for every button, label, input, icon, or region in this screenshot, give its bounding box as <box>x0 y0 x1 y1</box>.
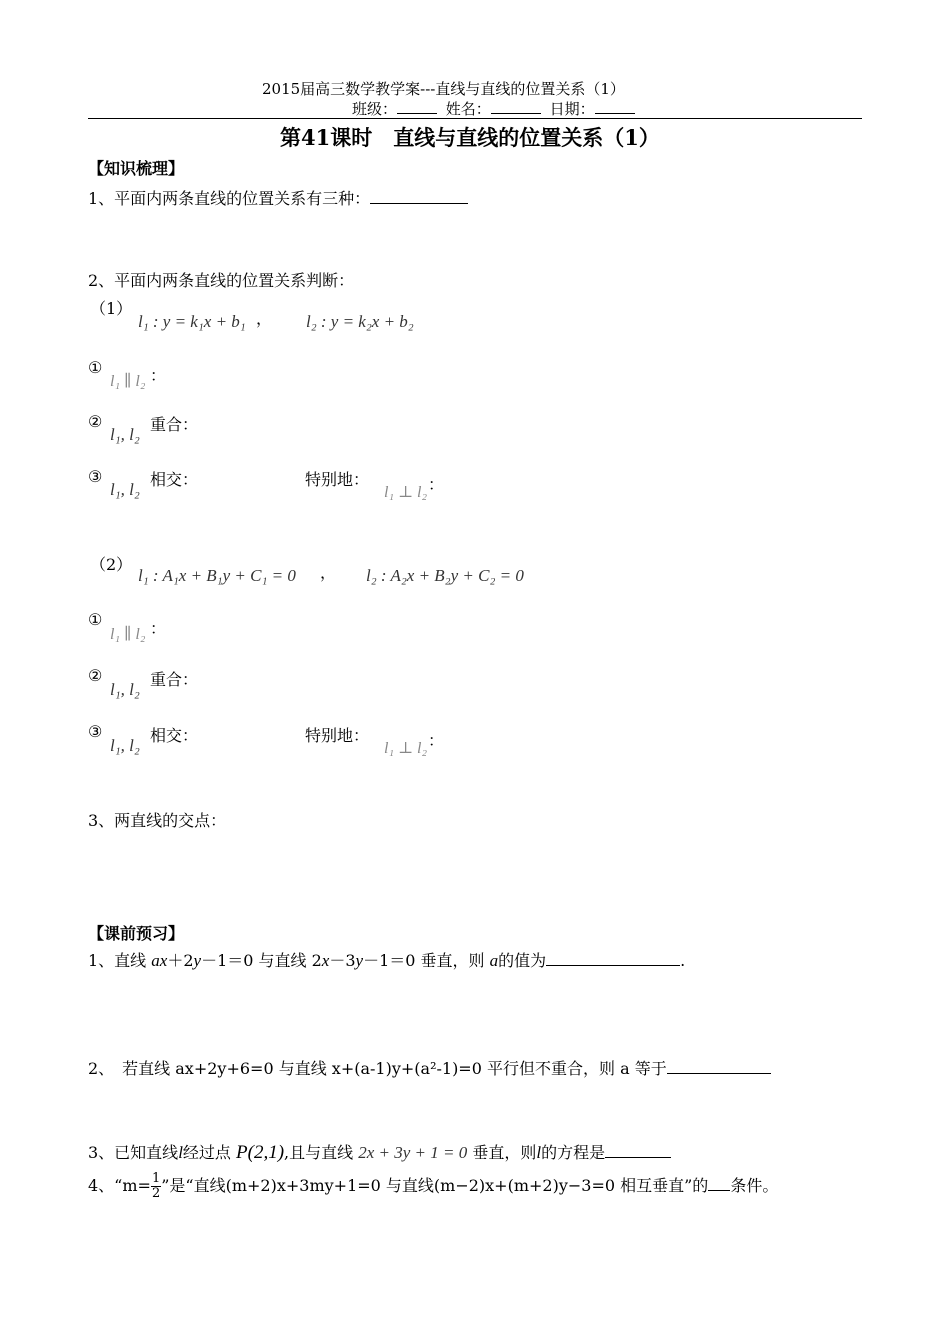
p1-text-c: －1＝0 与直线 2 <box>201 951 322 970</box>
name-label: 姓名： <box>445 100 491 118</box>
p3-text-a: 3、已知直线 <box>88 1143 179 1162</box>
p4-fraction-num: 1 <box>151 1171 161 1186</box>
p1-blank[interactable] <box>546 951 680 966</box>
part1-comma: ， <box>256 309 273 328</box>
p3-equation: 2x + 3y + 1 = 0 <box>358 1143 468 1162</box>
part2-pair-intersect: l₁, l₂ <box>110 736 140 755</box>
p1-y2: y <box>355 951 364 970</box>
p3-blank[interactable] <box>605 1143 671 1158</box>
knowledge-q1-text: 1、平面内两条直线的位置关系有三种： <box>88 189 371 208</box>
p1-text-e: －1＝0 垂直，则 <box>363 951 490 970</box>
page-title: 第41课时 直线与直线的位置关系（1） <box>280 125 660 150</box>
part1-intersect: 相交： <box>150 470 199 489</box>
p4-text-c: 条件。 <box>730 1176 779 1195</box>
part1-circle-2: ② <box>88 412 103 431</box>
knowledge-q3: 3、两直线的交点： <box>88 811 227 830</box>
p3-text-e: 的方程是 <box>541 1143 606 1162</box>
p2-text: 2、 若直线 ax+2y+6=0 与直线 x+(a-1)y+(a²-1)=0 平行但不重合，则 a 等于 <box>88 1059 667 1078</box>
part2-label: （2） <box>90 555 133 574</box>
p1-ax: ax <box>151 951 168 970</box>
part2-l1-equation: l₁ : A₁x + B₁y + C₁ = 0 <box>138 566 296 585</box>
part2-perp-colon: ： <box>428 731 445 750</box>
p4-text-a: 4、“m= <box>88 1176 151 1195</box>
header-line-2 <box>352 98 635 119</box>
class-blank[interactable] <box>397 99 437 114</box>
part1-special: 特别地： <box>305 470 370 489</box>
p1-a: a <box>489 951 499 970</box>
p4-text-b: ”是“直线(m+2)x+3my+1=0 与直线(m−2)x+(m+2)y−3=0 相互垂直”的 <box>161 1176 709 1195</box>
part1-parallel: l₁ ∥ l₂ <box>110 373 146 390</box>
part2-parallel: l₁ ∥ l₂ <box>110 626 146 643</box>
name-blank[interactable] <box>491 99 541 114</box>
part1-l2-equation: l₂ : y = k₂x + b₂ <box>306 312 414 331</box>
preview-heading: 【课前预习】 <box>88 924 185 943</box>
p1-y: y <box>193 951 202 970</box>
preview-q1 <box>88 948 685 971</box>
preview-q3 <box>88 1140 671 1164</box>
p1-x: x <box>321 951 330 970</box>
preview-q4 <box>88 1172 778 1201</box>
p3-text-d: 垂直，则 <box>467 1143 537 1162</box>
part2-perp: l₁ ⊥ l₂ <box>384 740 428 757</box>
part1-l1-equation: l₁ : y = k₁x + b₁ <box>138 312 246 331</box>
knowledge-q1-blank[interactable] <box>370 189 468 204</box>
knowledge-heading: 【知识梳理】 <box>88 159 185 178</box>
part2-parallel-colon: ： <box>150 619 167 638</box>
part1-perp: l₁ ⊥ l₂ <box>384 484 428 501</box>
header-rule <box>88 118 862 119</box>
part1-circle-3: ③ <box>88 467 103 486</box>
p4-fraction <box>151 1172 161 1201</box>
date-label: 日期： <box>549 100 595 118</box>
part1-pair-intersect: l₁, l₂ <box>110 480 140 499</box>
part2-circle-1: ① <box>88 610 103 629</box>
part2-circle-3: ③ <box>88 722 103 741</box>
part2-special: 特别地： <box>305 726 370 745</box>
p1-text-a: 1、直线 <box>88 951 152 970</box>
p4-blank[interactable] <box>708 1176 730 1191</box>
knowledge-q1 <box>88 186 468 209</box>
preview-q2 <box>88 1056 771 1079</box>
part2-l2-equation: l₂ : A₂x + B₂y + C₂ = 0 <box>366 566 524 585</box>
p3-l2: l <box>536 1143 542 1162</box>
p3-text-b: 经过点 <box>182 1143 237 1162</box>
part1-coincide: 重合： <box>150 415 199 434</box>
date-blank[interactable] <box>595 99 635 114</box>
p1-text-f: 的值为 <box>498 951 547 970</box>
p1-text-b: ＋2 <box>167 951 194 970</box>
class-label: 班级： <box>352 100 398 118</box>
part2-circle-2: ② <box>88 666 103 685</box>
part1-pair-coincide: l₁, l₂ <box>110 425 140 444</box>
part1-perp-colon: ： <box>428 475 445 494</box>
p4-fraction-den: 2 <box>151 1186 161 1201</box>
p1-text-d: －3 <box>329 951 356 970</box>
part2-comma: ， <box>320 563 337 582</box>
header-line-1: 2015届高三数学教学案---直线与直线的位置关系（1） <box>262 80 625 98</box>
p3-text-c: ,且与直线 <box>284 1143 359 1162</box>
part2-intersect: 相交： <box>150 726 199 745</box>
part1-label: （1） <box>90 299 133 318</box>
knowledge-q2: 2、平面内两条直线的位置关系判断： <box>88 271 355 290</box>
part2-coincide: 重合： <box>150 670 199 689</box>
p3-point: P(2,1) <box>236 1142 285 1163</box>
part1-parallel-colon: ： <box>150 366 167 385</box>
p3-l: l <box>178 1143 183 1162</box>
part2-pair-coincide: l₁, l₂ <box>110 680 140 699</box>
p1-end: . <box>680 951 686 970</box>
part1-circle-1: ① <box>88 358 103 377</box>
p2-blank[interactable] <box>667 1059 771 1074</box>
